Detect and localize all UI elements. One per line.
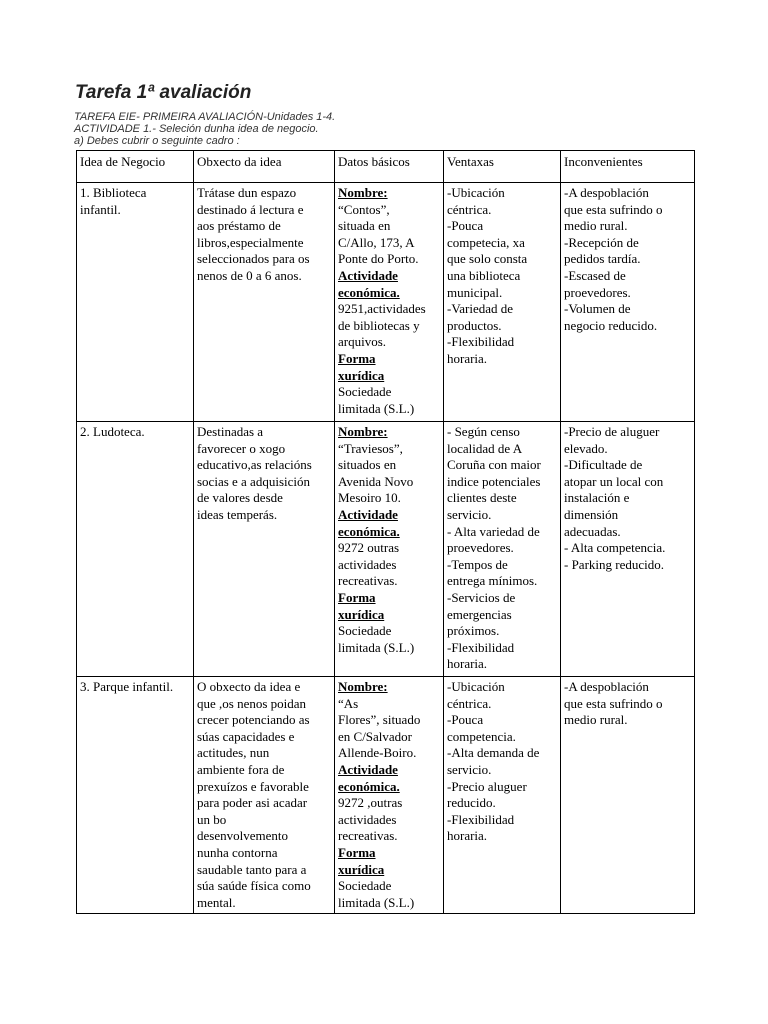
cell-line: Sociedade [338,623,392,639]
cell-line: horaria. [447,350,488,366]
cell-idea [77,422,194,677]
cell-line: -Escased de [564,267,626,283]
cell-line: - Alta competencia. [564,540,666,556]
cell-line: “As [338,695,359,711]
cell-line: C/Allo, 173, A [338,234,415,250]
table-row [77,677,695,914]
cell-line: “Traviesos”, [338,440,403,456]
cell-line: de valores desde [197,490,283,506]
cell-line: infantil. [80,201,121,217]
cell-line: una biblioteca [447,267,521,283]
cell-line: Flores”, situado [338,712,421,728]
field-label: xurídica [338,367,385,383]
cell-line: servicio. [447,761,492,777]
cell-line: 3. Parque infantil. [80,679,174,694]
cell-line: seleccionados para os [197,251,310,267]
field-label: Nombre: [338,679,388,694]
cell-line: favorecer o xogo [197,440,286,456]
field-label: Actividade [338,506,398,522]
cell-ventaxas [444,422,561,677]
cell-line: situados en [338,457,397,473]
cell-line: - Parking reducido. [564,556,665,572]
cell-line: Trátase dun espazo [197,185,297,200]
cell-line: -Flexibilidad [447,811,515,827]
table-row [77,422,695,677]
cell-line: actividades [338,556,397,572]
cell-line: horaria. [447,828,488,844]
field-label: xurídica [338,606,385,622]
cell-line: 9251,actividades [338,301,426,317]
cell-line: crecer potenciando as [197,712,310,728]
cell-inconvenientes [561,183,695,422]
cell-line: reducido. [447,795,496,811]
cell-line: servicio. [447,506,492,522]
cell-line: -Pouca [447,712,484,728]
field-label: económica. [338,284,400,300]
cell-line: Destinadas a [197,424,264,439]
cell-line: productos. [447,317,502,333]
field-label: Forma [338,844,376,860]
cell-line: localidad de A [447,440,523,456]
cell-line: horaria. [447,656,488,672]
cell-line: mental. [197,894,236,910]
cell-line: desenvolvemento [197,828,288,844]
cell-ventaxas [444,677,561,914]
cell-line: elevado. [564,440,608,456]
cell-line: arquivos. [338,334,387,350]
cell-ventaxas [444,183,561,422]
subheading-block [74,111,335,147]
cell-line: para poder asi acadar [197,795,308,811]
cell-line: - Según censo [447,424,520,439]
cell-line: -Flexibilidad [447,334,515,350]
cell-idea [77,677,194,914]
cell-line: súas capacidades e [197,728,295,744]
cell-line: en C/Salvador [338,728,413,744]
cell-line: -Dificultade de [564,457,643,473]
business-ideas-table [76,150,695,914]
cell-line: adecuadas. [564,523,621,539]
cell-inconvenientes [561,422,695,677]
cell-line: medio rural. [564,218,628,234]
header-obxecto: Obxecto da idea [194,151,335,183]
cell-line: competencia. [447,728,516,744]
cell-line: emergencias [447,606,512,622]
cell-line: nunha contorna [197,844,278,860]
cell-line: socias e a adquisición [197,473,310,489]
cell-line: un bo [197,811,227,827]
cell-line: - Alta variedad de [447,523,540,539]
cell-line: -Variedad de [447,301,514,317]
cell-line: prexuízos e favorable [197,778,309,794]
cell-line: saudable tanto para a [197,861,307,877]
header-datos: Datos básicos [335,151,444,183]
cell-line: -Recepción de [564,234,639,250]
cell-line: proevedores. [447,540,514,556]
cell-line: Sociedade [338,878,392,894]
field-label: económica. [338,523,400,539]
cell-line: recreativas. [338,828,398,844]
cell-line: medio rural. [564,712,628,728]
cell-line: educativo,as relacións [197,457,312,473]
cell-line: -Ubicación [447,679,505,694]
cell-line: aos préstamo de [197,218,281,234]
cell-datos [335,422,444,677]
cell-line: actividades [338,811,397,827]
cell-datos [335,183,444,422]
cell-line: que solo consta [447,251,528,267]
cell-line: Coruña con maior [447,457,541,473]
cell-line: -A despoblación [564,185,649,200]
cell-line: proevedores. [564,284,631,300]
document-title: Tarefa 1ª avaliación [75,82,252,103]
cell-line: -Precio aluguer [447,778,527,794]
cell-line: recreativas. [338,573,398,589]
cell-line: ambiente fora de [197,761,285,777]
cell-inconvenientes [561,677,695,914]
cell-line: indice potenciales [447,473,541,489]
cell-line: que esta sufrindo o [564,201,663,217]
cell-line: -Servicios de [447,589,516,605]
cell-line: -Flexibilidad [447,639,515,655]
cell-line: céntrica. [447,201,492,217]
cell-line: actitudes, nun [197,745,270,761]
field-label: Actividade [338,761,398,777]
cell-line: súa saúde física como [197,878,311,894]
header-inconvenientes: Inconvenientes [561,151,695,183]
cell-line: 9272 ,outras [338,795,403,811]
cell-line: destinado á lectura e [197,201,304,217]
cell-obxecto [194,422,335,677]
cell-line: libros,especialmente [197,234,304,250]
cell-line: -A despoblación [564,679,649,694]
cell-line: atopar un local con [564,473,664,489]
cell-line: próximos. [447,623,500,639]
cell-line: limitada (S.L.) [338,894,415,910]
cell-line: entrega mínimos. [447,573,538,589]
header-idea: Idea de Negocio [77,151,194,183]
field-label: Forma [338,350,376,366]
cell-line: O obxecto da idea e [197,679,301,694]
cell-line: limitada (S.L.) [338,400,415,416]
cell-line: Ponte do Porto. [338,251,419,267]
header-ventaxas: Ventaxas [444,151,561,183]
cell-line: que esta sufrindo o [564,695,663,711]
cell-line: dimensión [564,506,619,522]
cell-line: limitada (S.L.) [338,639,415,655]
cell-line: nenos de 0 a 6 anos. [197,267,302,283]
cell-line: 9272 outras [338,540,400,556]
field-label: Forma [338,589,376,605]
cell-line: -Tempos de [447,556,508,572]
cell-obxecto [194,677,335,914]
table-header-row [77,151,695,183]
field-label: Actividade [338,267,398,283]
cell-line: Sociedade [338,384,392,400]
cell-line: -Alta demanda de [447,745,540,761]
subheading-line: a) Debes cubrir o seguinte cadro : [74,135,240,147]
field-label: xurídica [338,861,385,877]
subheading-line: ACTIVIDADE 1.- Seleción dunha idea de negocio. [74,123,319,135]
cell-line: -Ubicación [447,185,505,200]
cell-line: Avenida Novo [338,473,414,489]
field-label: económica. [338,778,400,794]
cell-line: situada en [338,218,391,234]
cell-datos [335,677,444,914]
cell-idea [77,183,194,422]
cell-line: “Contos”, [338,201,390,217]
field-label: Nombre: [338,185,388,200]
cell-line: clientes deste [447,490,517,506]
cell-line: -Volumen de [564,301,631,317]
cell-line: -Precio de aluguer [564,424,660,439]
cell-line: Allende-Boiro. [338,745,417,761]
cell-line: 2. Ludoteca. [80,424,145,439]
cell-line: 1. Biblioteca [80,185,147,200]
cell-line: negocio reducido. [564,317,658,333]
cell-line: municipal. [447,284,503,300]
cell-line: instalación e [564,490,630,506]
cell-line: ideas temperás. [197,506,278,522]
cell-line: céntrica. [447,695,492,711]
cell-line: de bibliotecas y [338,317,420,333]
cell-line: Mesoiro 10. [338,490,401,506]
cell-line: pedidos tardía. [564,251,641,267]
table-row [77,183,695,422]
cell-line: competecia, xa [447,234,525,250]
cell-line: -Pouca [447,218,484,234]
cell-line: que ,os nenos poidan [197,695,307,711]
subheading-line: TAREFA EIE- PRIMEIRA AVALIACIÓN-Unidades 1-4. [74,111,336,123]
cell-obxecto [194,183,335,422]
field-label: Nombre: [338,424,388,439]
